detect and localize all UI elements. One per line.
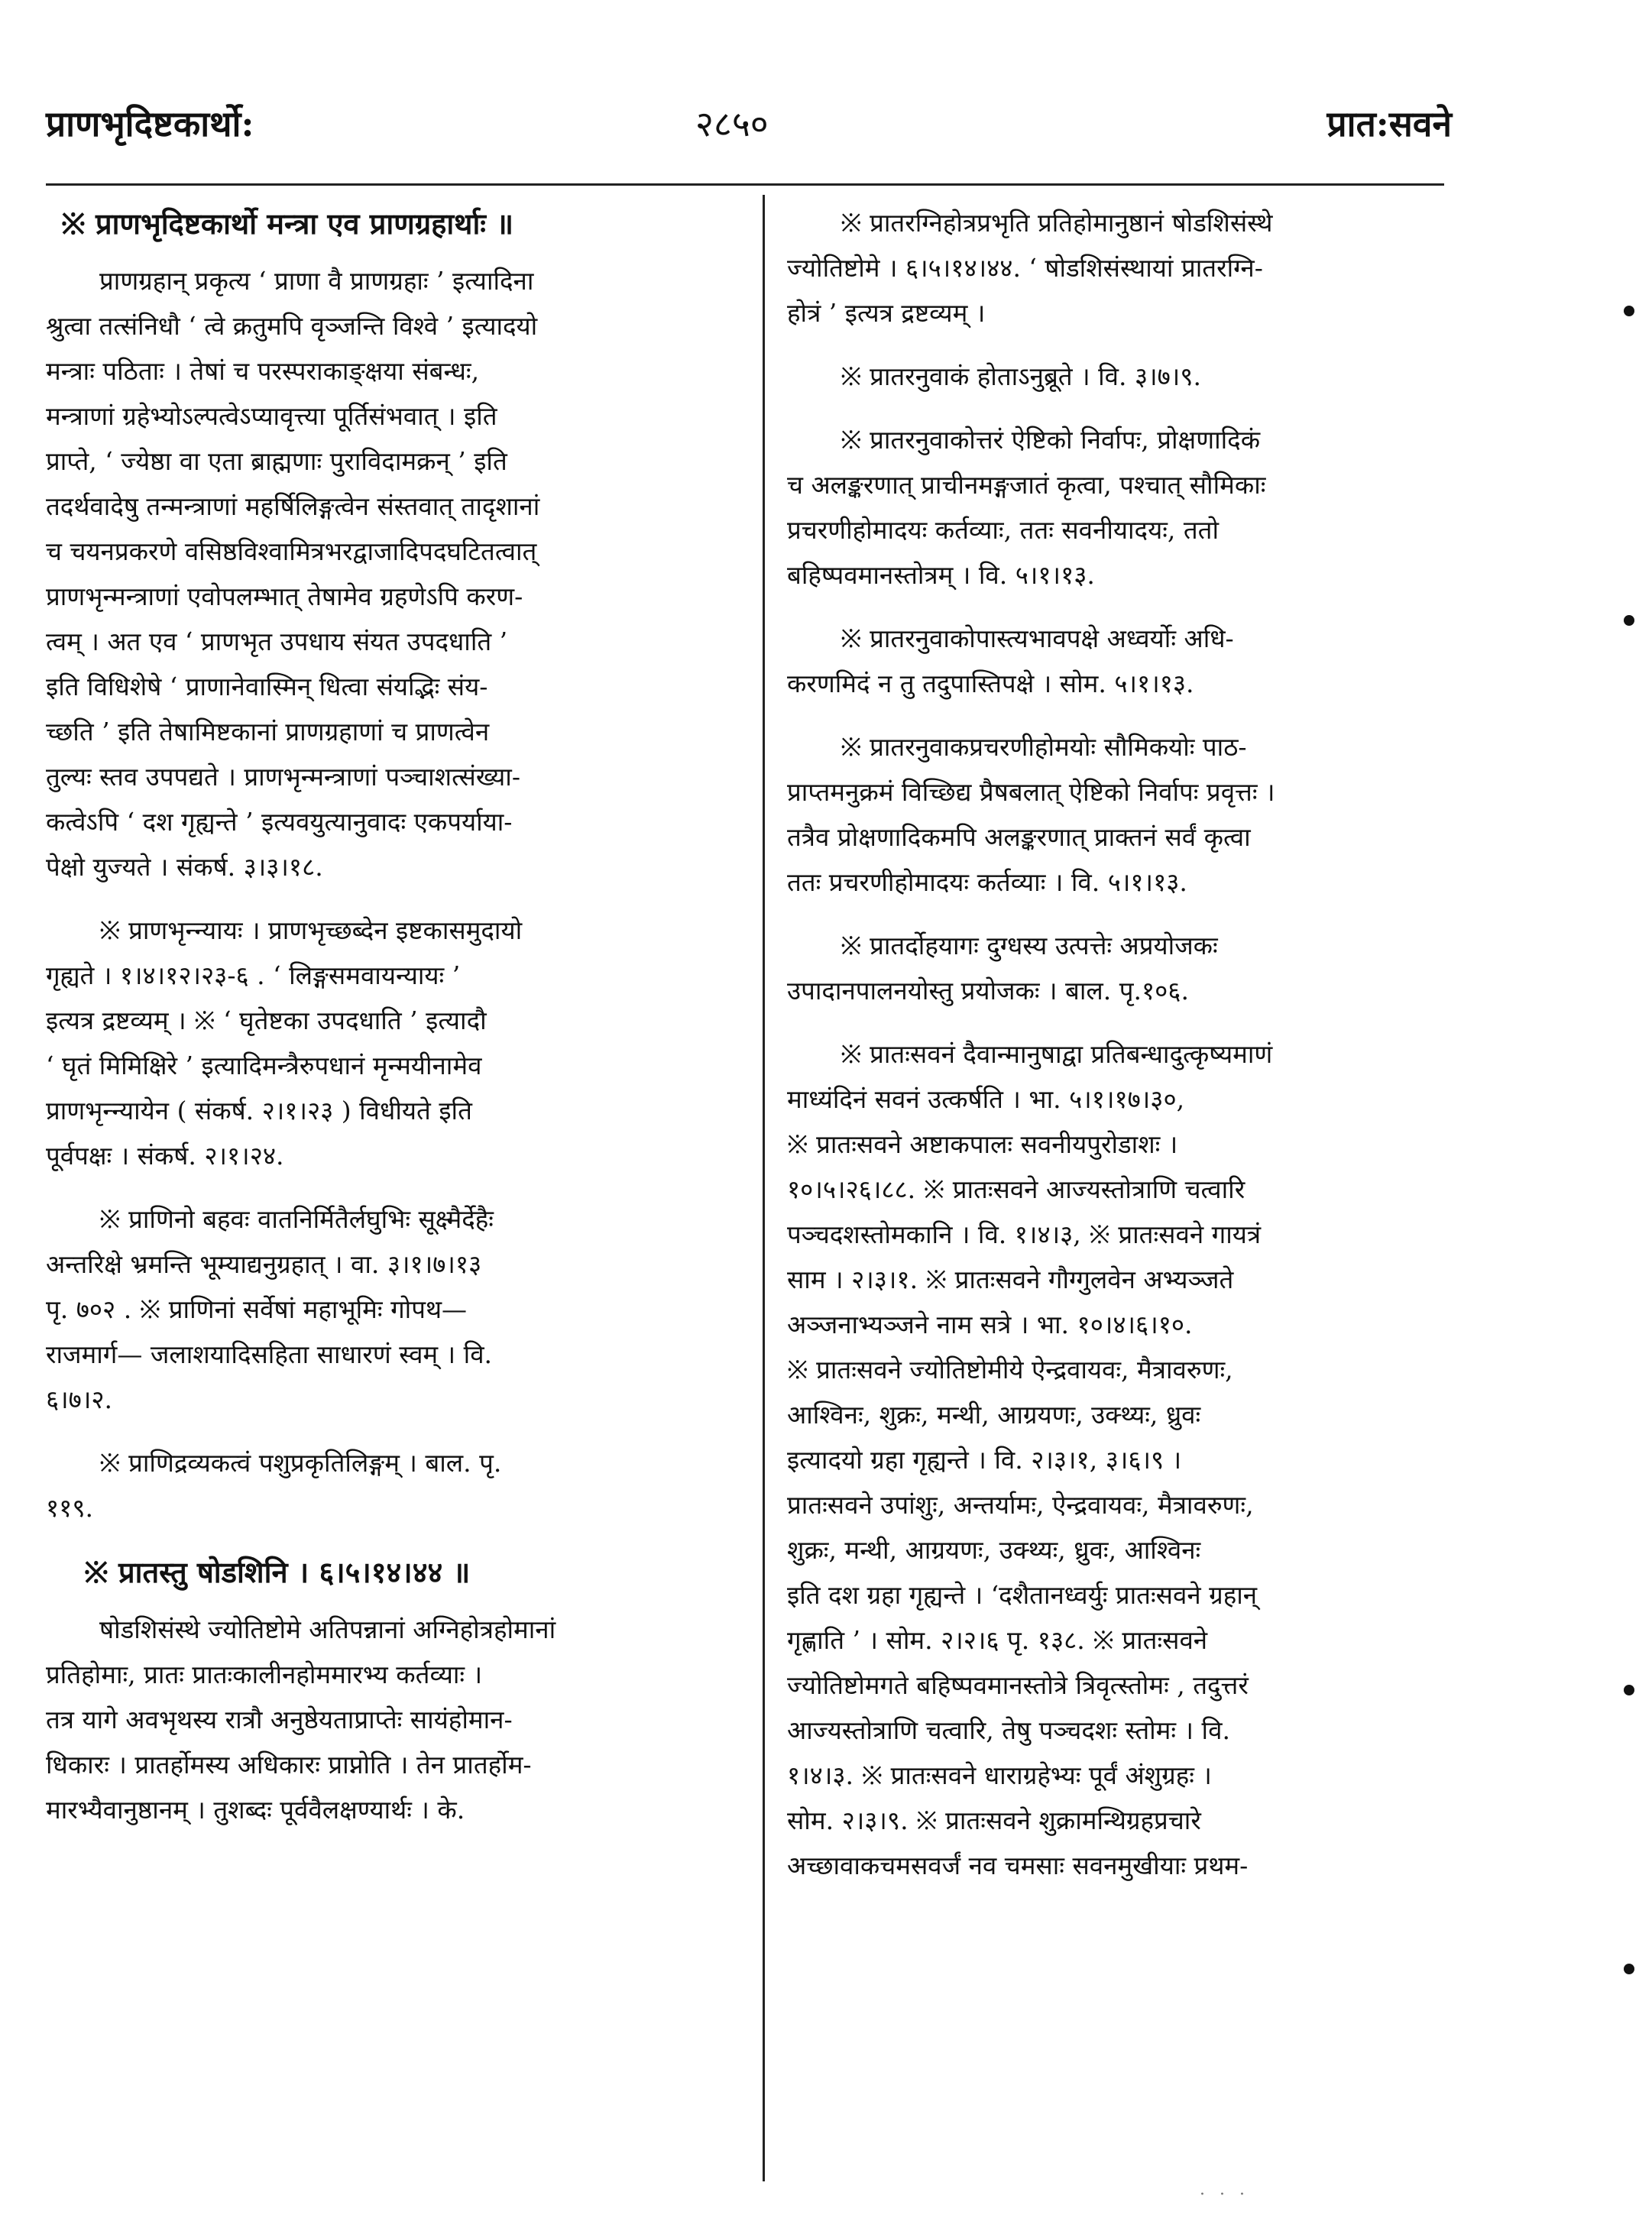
margin-speck bbox=[1624, 1685, 1634, 1695]
entry-paragraph: ※ प्रातरनुवाकं होताऽनुब्रूते । वि. ३।७।९. bbox=[841, 361, 1201, 391]
page-header bbox=[46, 99, 1452, 168]
entry-paragraph: ※ प्राणिद्रव्यकत्वं पशुप्रकृतिलिङ्गम् । बाल. पृ. ११९. bbox=[46, 1448, 502, 1523]
column-divider bbox=[763, 195, 765, 2181]
entry-paragraph: ※ प्रातरनुवाकोत्तरं ऐष्टिको निर्वापः, प्रोक्षणादिकं च अलङ्करणात् प्राचीनमङ्गजातं कृत्वा, पश्चात् सौमिकाः प्रचरणीहोमादयः कर्तव्याः, ततः सवनीयादयः, ततो बहिष्पवमानस्तोत्रम् । वि. ५।१।१३. bbox=[787, 425, 1266, 590]
header-rule bbox=[46, 183, 1444, 186]
entry-paragraph: ※ प्रातःसवनं दैवान्मानुषाद्वा प्रतिबन्धादुत्कृष्यमाणं माध्यंदिनं सवनं उत्कर्षति । भा. ५।१।१७।३०, ※ प्रातःसवने अष्टाकपालः सवनीयपुरोडाशः । १०।५।२६।८८. ※ प्रातःसवने आज्यस्तोत्राणि चत्वारि पञ्चदशस्तोमकानि । वि. १।४।३, ※ प्रातःसवने गायत्रं साम । २।३।१. ※ प्रातःसवने गौग्गुलवेन अभ्यञ्जते अञ्जनाभ्यञ्जने नाम सत्रे । भा. १०।४।६।१०. ※ प्रातःसवने ज्योतिष्टोमीये ऐन्द्रवायवः, मैत्रावरुणः, आश्विनः, शुक्रः, मन्थी, आग्रयणः, उक्थ्यः, ध्रुवः इत्यादयो ग्रहा गृह्यन्ते । वि. २।३।१, ३।६।९ । प्रातःसवने उपांशुः, अन्तर्यामः, ऐन्द्रवायवः, मैत्रावरुणः, शुक्रः, मन्थी, आग्रयणः, उक्थ्यः, ध्रुवः, आश्विनः इति दश ग्रहा गृह्यन्ते । ‘दशैतानध्वर्युः प्रातःसवने ग्रहान् गृह्णाति ’ । सोम. २।२।६ पृ. १३८. ※ प्रातःसवने ज्योतिष्टोमगते बहिष्पवमानस्तोत्रे त्रिवृत्स्तोमः , तदुत्तरं आज्यस्तोत्राणि चत्वारि, तेषु पञ्चदशः स्तोमः । वि. १।४।३. ※ प्रातःसवने धाराग्रहेभ्यः पूर्वं अंशुग्रहः । सोम. २।३।९. ※ प्रातःसवने शुक्रामन्थिग्रहप्रचारे अच्छावाकचमसवर्जं नव चमसाः सवनमुखीयाः प्रथम- bbox=[787, 1039, 1273, 1880]
right-column bbox=[787, 200, 1459, 2187]
entry-paragraph: ※ प्राणभृन्न्यायः । प्राणभृच्छब्देन इष्टकासमुदायो गृह्यते । १।४।१२।२३-६ . ‘ लिङ्गसमवायन्यायः ’ इत्यत्र द्रष्टव्यम् । ※ ‘ घृतेष्टका उपदधाति ’ इत्यादौ ‘ घृतं मिमिक्षिरे ’ इत्यादिमन्त्रैरुपधानं मृन्मयीनामेव प्राणभृन्न्यायेन ( संकर्ष. २।१।२३ ) विधीयते इति पूर्वपक्षः । संकर्ष. २।१।२४. bbox=[46, 915, 523, 1171]
entry-paragraph: ※ प्राणिनो बहवः वातनिर्मितैर्लघुभिः सूक्ष्मैर्देहैः अन्तरिक्षे भ्रमन्ति भूम्याद्यनुग्रहात् । वा. ३।१।७।१३ पृ. ७०२ . ※ प्राणिनां सर्वेषां महाभूमिः गोपथ— राजमार्ग— जलाशयादिसहिता साधारणं स्वम् । वि. ६।७।२. bbox=[46, 1204, 494, 1414]
scan-smudge: · · · bbox=[1200, 2185, 1249, 2204]
margin-speck bbox=[1624, 306, 1634, 316]
margin-speck bbox=[1624, 1964, 1634, 1974]
header-right-keyword: प्रात:सवने bbox=[1326, 103, 1452, 144]
header-left-keyword: प्राणभृदिष्टकार्थो: bbox=[46, 103, 254, 144]
entry-paragraph: ※ प्रातरग्निहोत्रप्रभृति प्रतिहोमानुष्ठानं षोडशिसंस्थे ज्योतिष्टोमे । ६।५।१४।४४. ‘ षोडशिसंस्थायां प्रातरग्नि- होत्रं ’ इत्यत्र द्रष्टव्यम् । bbox=[787, 208, 1273, 328]
entry-heading: ※ प्राणभृदिष्टकार्थो मन्त्रा एव प्राणग्रहार्थाः ॥ bbox=[61, 206, 513, 241]
entry-paragraph: षोडशिसंस्थे ज्योतिष्टोमे अतिपन्नानां अग्निहोत्रहोमानां प्रतिहोमाः, प्रातः प्रातःकालीनहोममारभ्य कर्तव्याः । तत्र यागे अवभृथस्य रात्रौ अनुष्ठेयताप्राप्तेः सायंहोमान- धिकारः । प्रातर्होमस्य अधिकारः प्राप्नोति । तेन प्रातर्होम- मारभ्यैवानुष्ठानम् । तुशब्दः पूर्ववैलक्षण्यार्थः । के. bbox=[46, 1614, 556, 1825]
entry-paragraph: ※ प्रातरनुवाकप्रचरणीहोमयोः सौमिकयोः पाठ- प्राप्तमनुक्रमं विच्छिद्य प्रैषबलात् ऐष्टिको निर्वापः प्रवृत्तः । तत्रैव प्रोक्षणादिकमपि अलङ्करणात् प्राक्तनं सर्वं कृत्वा ततः प्रचरणीहोमादयः कर्तव्याः । वि. ५।१।१३. bbox=[787, 732, 1275, 897]
entry-paragraph: ※ प्रातरनुवाकोपास्त्यभावपक्षे अध्वर्योः अधि- करणमिदं न तु तदुपास्तिपक्षे । सोम. ५।१।१३. bbox=[787, 623, 1234, 698]
entry-heading: ※ प्रातस्तु षोडशिनि । ६।५।१४।४४ ॥ bbox=[84, 1555, 471, 1589]
entry-paragraph: प्राणग्रहान् प्रकृत्य ‘ प्राणा वै प्राणग्रहाः ’ इत्यादिना श्रुत्वा तत्संनिधौ ‘ त्वे क्रतुमपि वृञ्जन्ति विश्वे ’ इत्यादयो मन्त्राः पठिताः । तेषां च परस्पराकाङ्क्षया संबन्धः, मन्त्राणां ग्रहेभ्योऽल्पत्वेऽप्यावृत्त्या पूर्तिसंभवात् । इति प्राप्ते, ‘ ज्येष्ठा वा एता ब्राह्मणाः पुराविदामक्रन् ’ इति तदर्थवादेषु तन्मन्त्राणां महर्षिलिङ्गत्वेन संस्तवात् तादृशानां च चयनप्रकरणे वसिष्ठविश्वामित्रभरद्वाजादिपदघटितत्वात् प्राणभृन्मन्त्राणां एवोपलम्भात् तेषामेव ग्रहणेऽपि करण- त्वम् । अत एव ‘ प्राणभृत उपधाय संयत उपदधाति ’ इति विधिशेषे ‘ प्राणानेवास्मिन् धित्वा संयद्भिः संय- च्छति ’ इति तेषामिष्टकानां प्राणग्रहाणां च प्राणत्वेन तुल्यः स्तव उपपद्यते । प्राणभृन्मन्त्राणां पञ्चाशत्संख्या- कत्वेऽपि ‘ दश गृह्यन्ते ’ इत्यवयुत्यानुवादः एकपर्याया- पेक्षो युज्यते । संकर्ष. ३।३।१८. bbox=[46, 266, 540, 882]
margin-speck bbox=[1624, 615, 1634, 626]
page-number: २८५० bbox=[695, 103, 769, 144]
left-column bbox=[46, 200, 737, 2187]
entry-paragraph: ※ प्रातर्दोहयागः दुग्धस्य उत्पत्तेः अप्रयोजकः उपादानपालनयोस्तु प्रयोजकः । बाल. पृ.१०६. bbox=[787, 931, 1218, 1005]
